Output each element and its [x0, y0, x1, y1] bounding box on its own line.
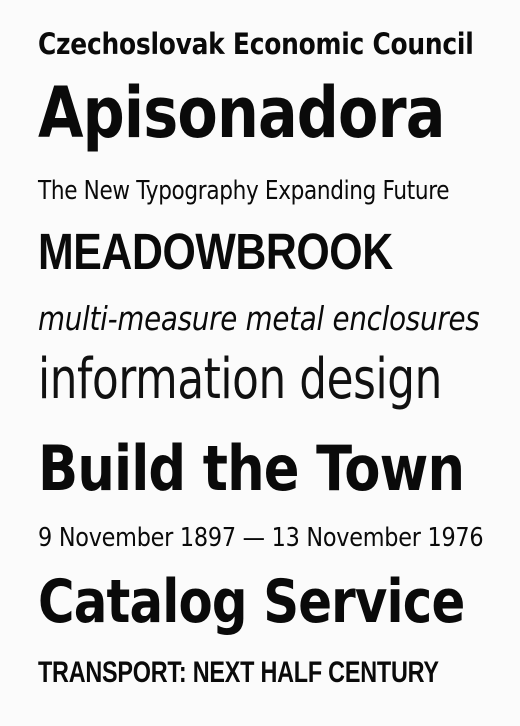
- specimen-line-build-the-town: Build the Town: [38, 432, 465, 505]
- specimen-line-catalog-service: Catalog Service: [38, 567, 465, 637]
- specimen-line-meadowbrook: MEADOWBROOK: [38, 223, 393, 280]
- specimen-line-dates: 9 November 1897 — 13 November 1976: [38, 523, 484, 553]
- specimen-line-metal-enclosures: multi-measure metal enclosures: [38, 299, 480, 338]
- specimen-line-new-typography: The New Typography Expanding Future: [38, 176, 450, 206]
- specimen-line-council: Czechoslovak Economic Council: [38, 27, 474, 61]
- specimen-line-apisonadora: Apisonadora: [38, 72, 445, 154]
- specimen-line-information-design: information design: [38, 347, 442, 412]
- specimen-line-transport: TRANSPORT: NEXT HALF CENTURY: [38, 656, 439, 689]
